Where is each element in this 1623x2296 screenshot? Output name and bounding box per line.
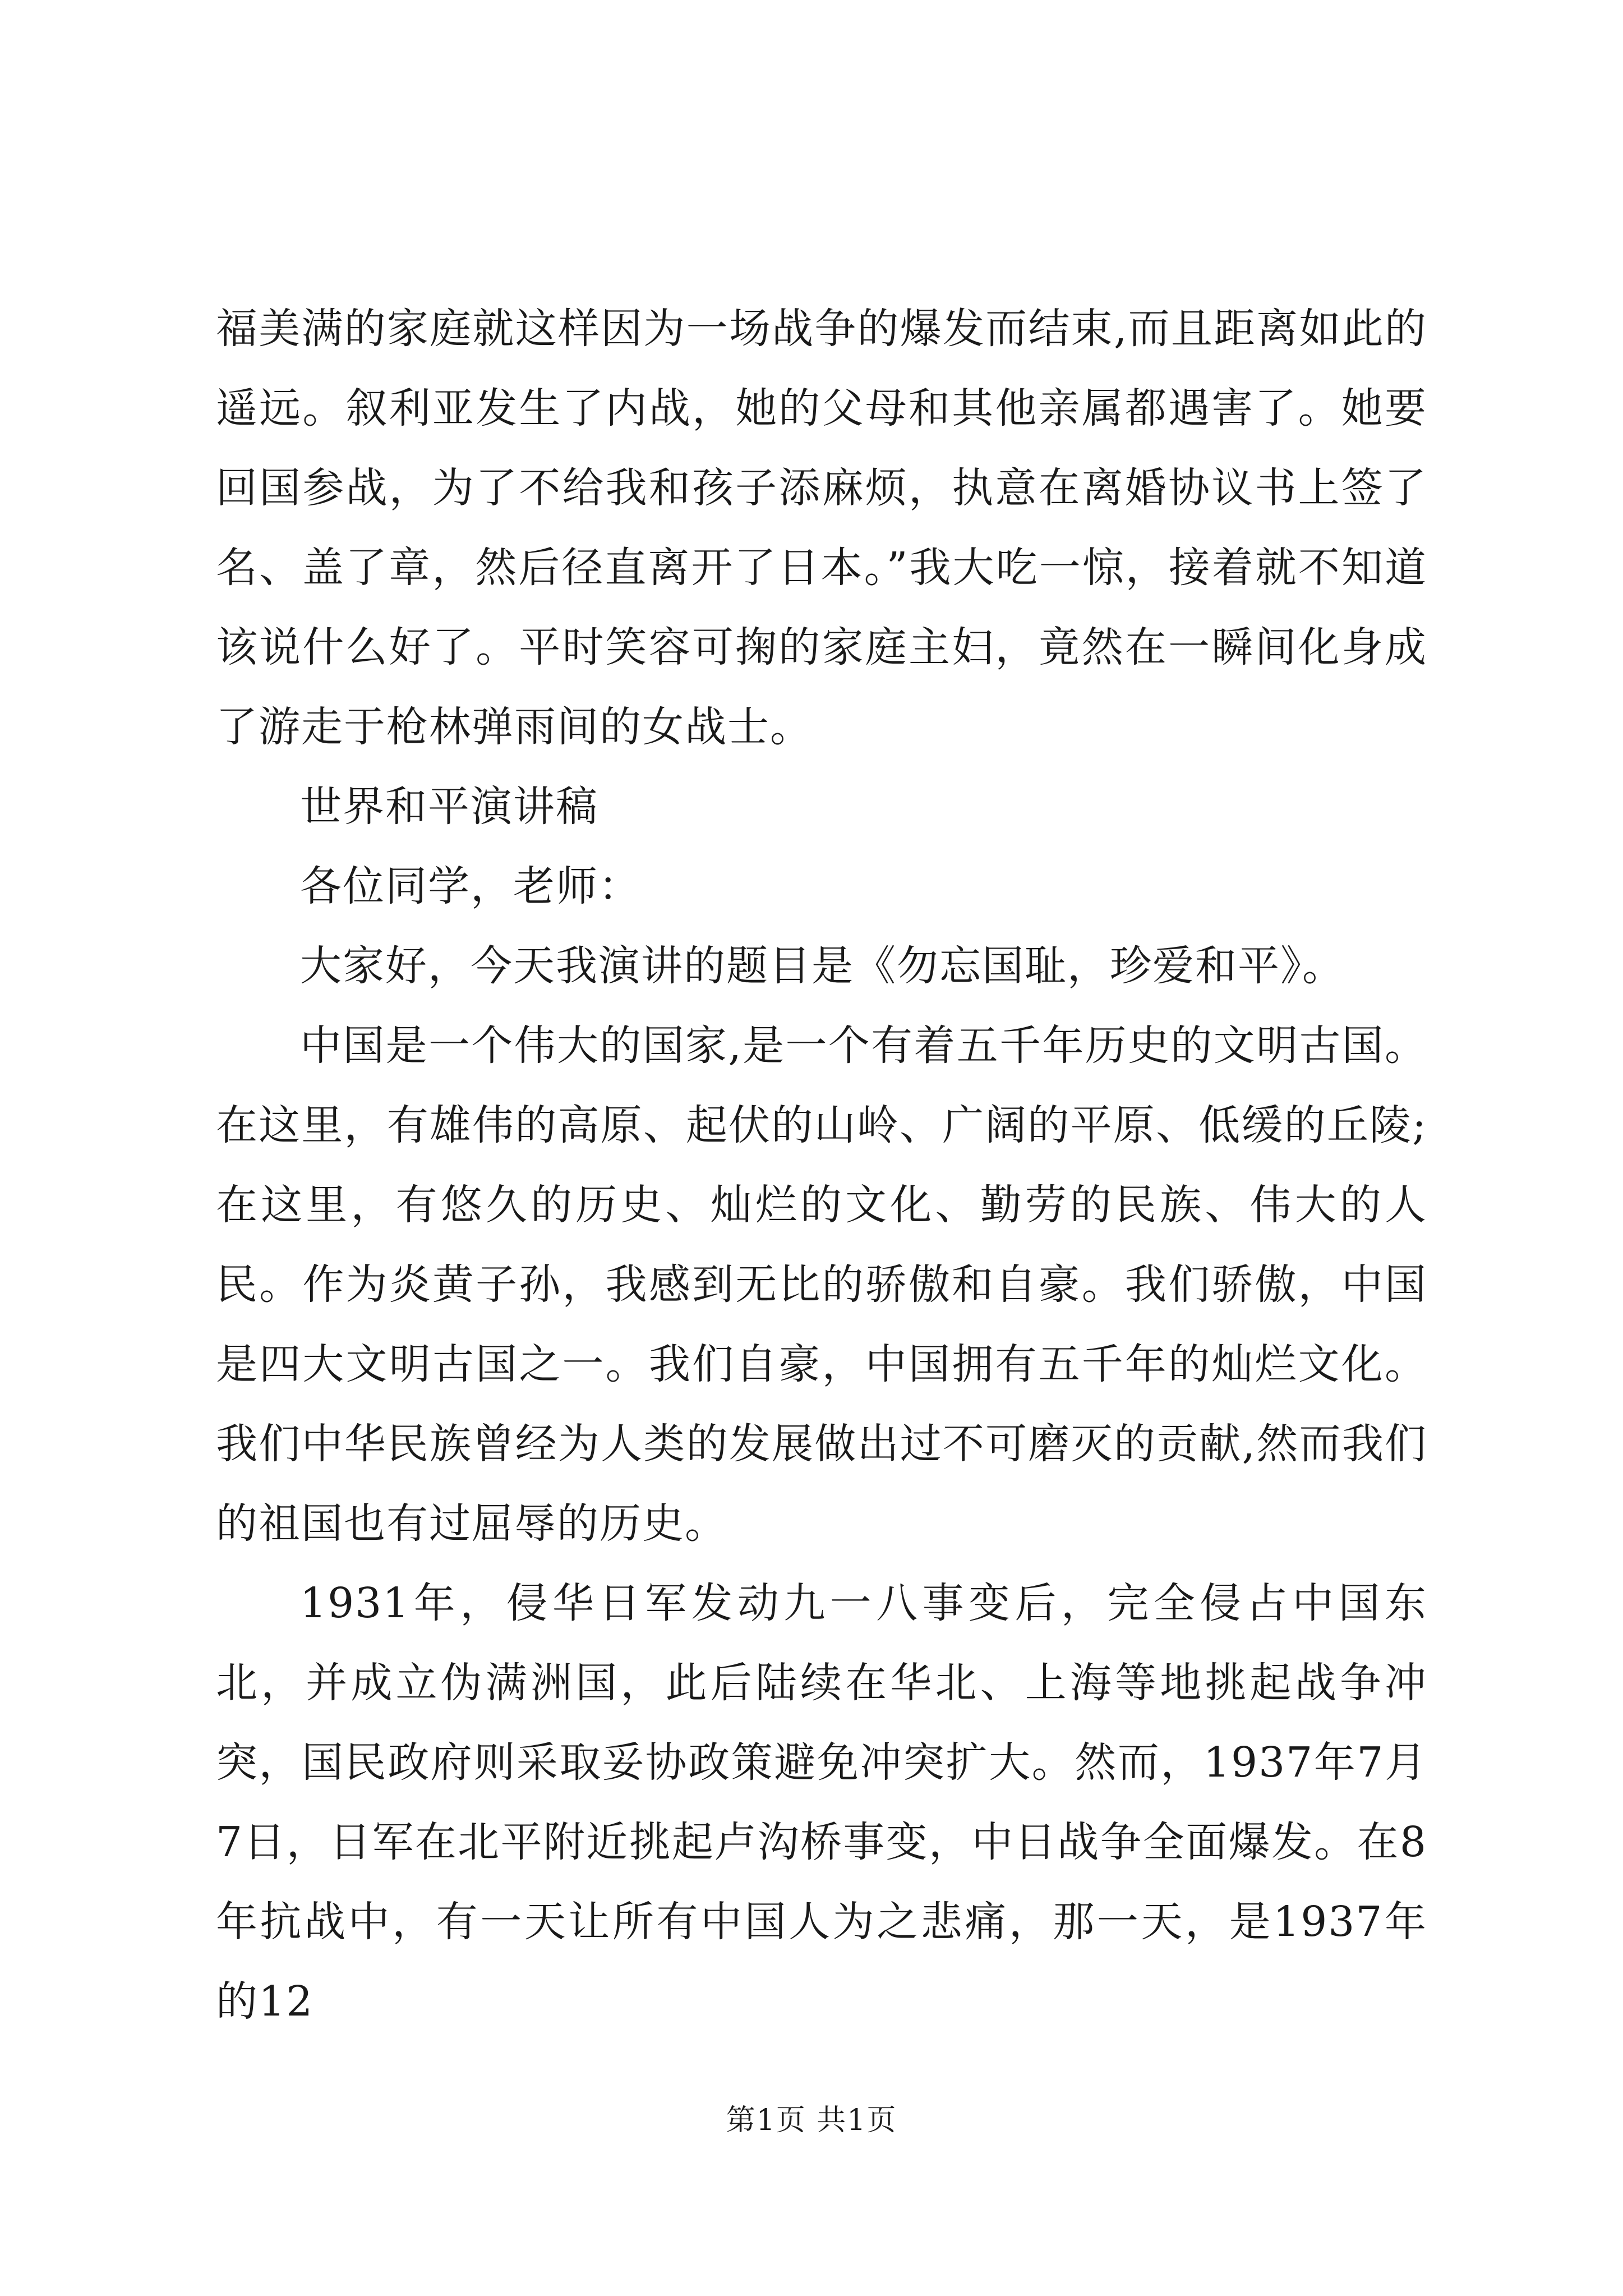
document-body bbox=[216, 289, 1427, 2041]
page-footer: 第1页 共1页 bbox=[726, 2104, 897, 2137]
paragraph-continued-story: 福美满的家庭就这样因为一场战争的爆发而结束,而且距离如此的遥远。叙利亚发生了内战，她的父母和其他亲属都遇害了。她要回国参战，为了不给我和孩子添麻烦，执意在离婚协议书上签了名、盖了章，然后径直离开了日本。”我大吃一惊，接着就不知道该说什么好了。平时笑容可掬的家庭主妇，竟然在一瞬间化身成了游走于枪林弹雨间的女战士。 bbox=[216, 305, 1427, 751]
speech-greeting: 大家好，今天我演讲的题目是《勿忘国耻，珍爱和平》。 bbox=[300, 942, 1345, 990]
paragraph-war-history: 1931年，侵华日军发动九一八事变后，完全侵占中国东北，并成立伪满洲国，此后陆续在华北、上海等地挑起战争冲突，国民政府则采取妥协政策避免冲突扩大。然而，1937年7月7日，日军在北平附近挑起卢沟桥事变，中日战争全面爆发。在8年抗战中，有一天让所有中国人为之悲痛，那一天，是1937年的12 bbox=[216, 1579, 1427, 2026]
speech-salutation: 各位同学，老师： bbox=[300, 862, 641, 910]
paragraph-china-history: 中国是一个伟大的国家,是一个有着五千年历史的文明古国。在这里，有雄伟的高原、起伏的山岭、广阔的平原、低缓的丘陵;在这里，有悠久的历史、灿烂的文化、勤劳的民族、伟大的人民。作为炎黄子孙，我感到无比的骄傲和自豪。我们骄傲，中国是四大文明古国之一。我们自豪，中国拥有五千年的灿烂文化。我们中华民族曾经为人类的发展做出过不可磨灭的贡献,然而我们的祖国也有过屈辱的历史。 bbox=[216, 1022, 1427, 1548]
speech-title: 世界和平演讲稿 bbox=[300, 783, 598, 831]
